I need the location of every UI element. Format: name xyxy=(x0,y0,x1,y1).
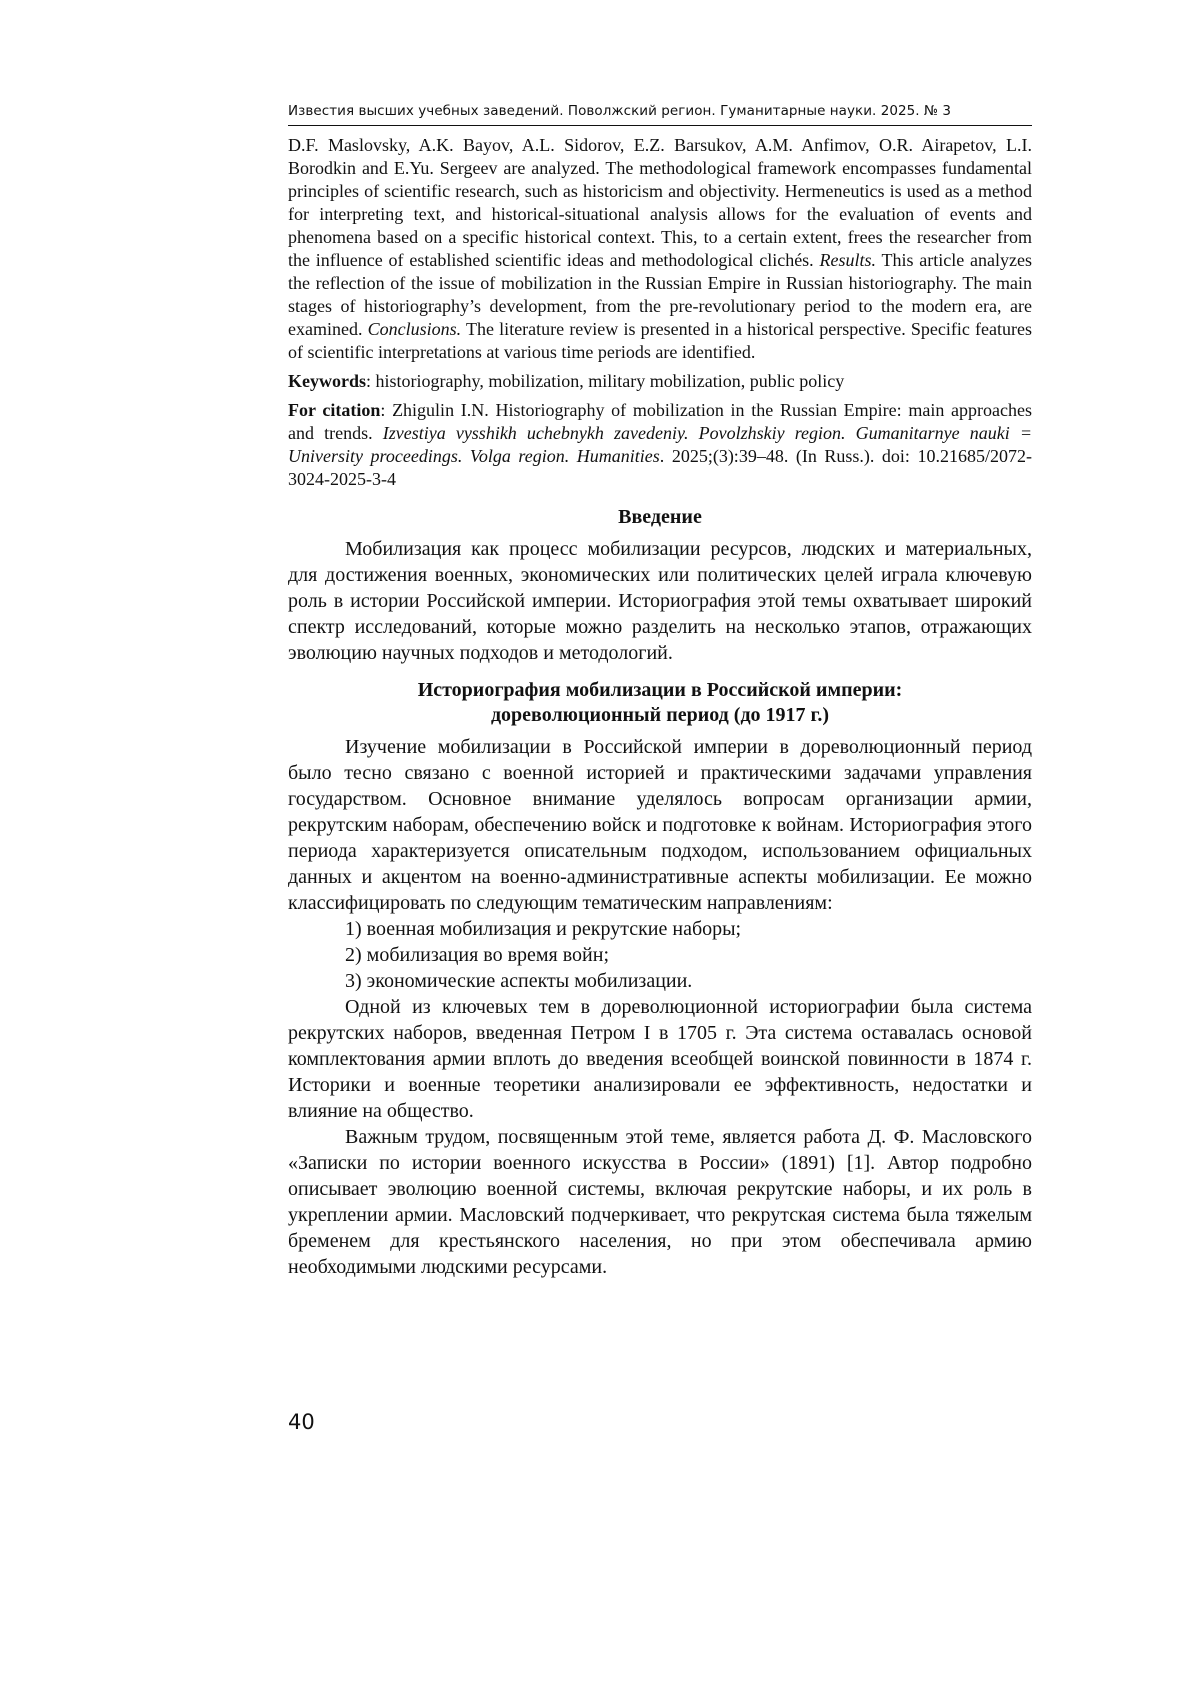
section1-paragraph-2: Одной из ключевых тем в дореволюционной историографии была система рекрутских наборов, введенная Петром I в 1705 г. Эта система оставалась основой комплектования армии вплоть до введения всеобщей воинской повинности в 1874 г. Историки и военные теоретики анализировали ее эффективность, недостатки и влияние на общество. xyxy=(288,996,1032,1122)
list-item: 1) военная мобилизация и рекрутские наборы; xyxy=(345,918,742,940)
keywords-label: Keywords xyxy=(288,371,366,391)
abstract-text-3: The literature review is presented in a historical perspective. Specific features of scientific interpretations at various time periods are identified. xyxy=(288,319,1032,362)
citation-text-1: : Zhigulin I.N. Historiography of mobilization in the Russian Empire: main approaches and trends. xyxy=(288,400,1032,443)
section1-paragraph-3: Важным трудом, посвященным этой теме, является работа Д. Ф. Масловского «Записки по истории военного искусства в России» (1891) [1]. Автор подробно описывает эволюцию военной системы, включая рекрутские наборы, и их роль в укреплении армии. Масловский подчеркивает, что рекрутская система была тяжелым бременем для крестьянского населения, но при этом обеспечивала армию необходимыми людскими ресурсами. xyxy=(288,1126,1032,1278)
abstract-text-1: D.F. Maslovsky, A.K. Bayov, A.L. Sidorov, E.Z. Barsukov, A.M. Anfimov, O.R. Airapetov, L.I. Borodkin and E.Yu. Sergeev are analyzed. The methodological framework encompasses fundamental principles of scientific research, such as historicism and objectivity. Hermeneutics is used as a method for interpreting text, and historical-situational analysis allows for the evaluation of events and phenomena based on a specific historical context. This, to a certain extent, frees the researcher from the influence of established scientific ideas and methodological clichés. xyxy=(288,135,1032,270)
section1-heading-line1: Историография мобилизации в Российской империи: xyxy=(417,679,903,701)
intro-paragraph: Мобилизация как процесс мобилизации ресурсов, людских и материальных, для достижения военных, экономических или политических целей играла ключевую роль в истории Российской империи. Историография этой темы охватывает широкий спектр исследований, которые можно разделить на несколько этапов, отражающих эволюцию научных подходов и методологий. xyxy=(288,538,1032,664)
running-header: Известия высших учебных заведений. Поволжский регион. Гуманитарные науки. 2025. № 3 xyxy=(288,103,952,119)
conclusions-label: Conclusions. xyxy=(367,319,462,339)
citation-paragraph xyxy=(288,399,1032,491)
section1-heading-line2: дореволюционный период (до 1917 г.) xyxy=(490,704,830,726)
results-label: Results. xyxy=(819,250,876,270)
abstract-paragraph xyxy=(288,134,1032,364)
citation-journal: Izvestiya vysshikh uchebnykh zavedeniy. Povolzhskiy region. Gumanitarnye nauki = University proceedings. Volga region. Humanities xyxy=(288,423,1032,466)
citation-label: For citation xyxy=(288,400,381,420)
keywords-text: : historiography, mobilization, military mobilization, public policy xyxy=(366,371,845,391)
list-item: 3) экономические аспекты мобилизации. xyxy=(345,970,693,992)
citation-text-2: . 2025;(3):39–48. (In Russ.). doi: 10.21685/2072-3024-2025-3-4 xyxy=(288,446,1032,489)
intro-heading: Введение xyxy=(618,506,702,528)
keywords-paragraph xyxy=(288,370,1032,393)
header-divider xyxy=(288,125,1032,126)
abstract-text-2: This article analyzes the reflection of the issue of mobilization in the Russian Empire in Russian historiography. The main stages of historiography’s development, from the pre-revolutionary period to the modern era, are examined. xyxy=(288,250,1032,339)
section1-paragraph-1: Изучение мобилизации в Российской империи в дореволюционный период было тесно связано с военной историей и практическими задачами управления государством. Основное внимание уделялось вопросам организации армии, рекрутским наборам, обеспечению войск и подготовке к войнам. Историография этого периода характеризуется описательным подходом, использованием официальных данных и акцентом на военно-административные аспекты мобилизации. Ее можно классифицировать по следующим тематическим направлениям: xyxy=(288,736,1032,914)
list-item: 2) мобилизация во время войн; xyxy=(345,944,610,966)
page-number: 40 xyxy=(288,1410,315,1434)
page-content xyxy=(288,134,1032,1280)
